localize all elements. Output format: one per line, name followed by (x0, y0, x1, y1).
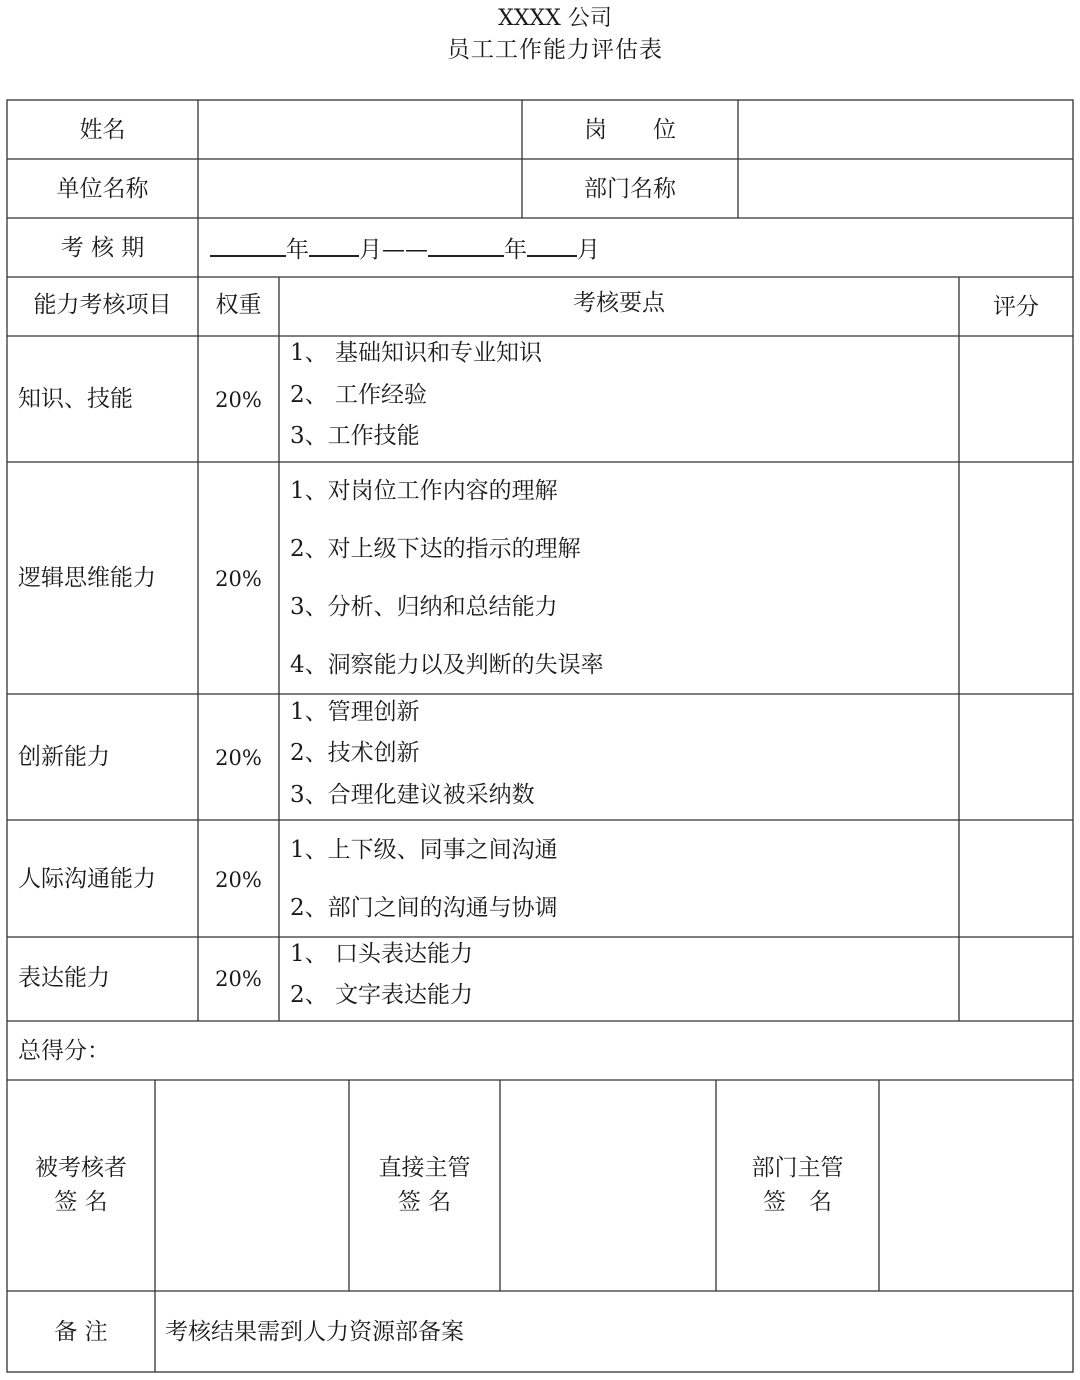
period-month-1: 月—— (359, 237, 428, 263)
row-2-weight: 20% (215, 567, 262, 591)
total-score-field[interactable] (120, 1022, 1070, 1079)
unit-label: 单位名称 (56, 176, 149, 202)
row-3-point-2: 2、技术创新 (290, 740, 420, 766)
row-4-point-2: 2、部门之间的沟通与协调 (290, 895, 558, 921)
name-label: 姓名 (79, 117, 126, 143)
reviewee-signature-field[interactable] (156, 1081, 348, 1290)
period-field[interactable] (210, 233, 600, 265)
reviewee-sign-label: 签 名 (54, 1189, 108, 1215)
row-4-item: 人际沟通能力 (18, 866, 156, 892)
row-3-weight: 20% (215, 746, 262, 770)
period-start-month-blank[interactable] (309, 233, 359, 257)
period-year-2: 年 (504, 237, 527, 263)
position-label: 岗 位 (584, 117, 676, 143)
row-5-weight: 20% (215, 967, 262, 991)
row-1-point-3: 3、工作技能 (290, 423, 420, 449)
direct-supervisor-sign-label: 签 名 (397, 1189, 452, 1215)
dept-manager-label: 部门主管 (751, 1155, 844, 1181)
reviewee-label: 被考核者 (35, 1155, 127, 1181)
row-5-item: 表达能力 (18, 965, 110, 991)
period-end-year-blank[interactable] (428, 233, 504, 257)
row-5-point-1: 1、 口头表达能力 (290, 941, 473, 967)
form-title: 员工工作能力评估表 (447, 37, 663, 63)
period-year-1: 年 (286, 237, 309, 263)
row-3-score[interactable] (960, 695, 1072, 819)
row-3-point-1: 1、管理创新 (290, 699, 420, 725)
row-4-weight: 20% (215, 868, 262, 892)
dept-manager-sign-label: 签 名 (763, 1189, 832, 1215)
col-header-points: 考核要点 (573, 290, 665, 316)
remarks-text: 考核结果需到人力资源部备案 (165, 1319, 464, 1345)
period-start-year-blank[interactable] (210, 233, 286, 257)
row-2-score[interactable] (960, 463, 1072, 693)
row-1-point-1: 1、 基础知识和专业知识 (290, 340, 542, 366)
direct-supervisor-label: 直接主管 (378, 1155, 471, 1181)
period-label: 考 核 期 (60, 235, 145, 261)
row-2-point-4: 4、洞察能力以及判断的失误率 (290, 652, 604, 678)
period-month-2: 月 (577, 237, 600, 263)
row-4-point-1: 1、上下级、同事之间沟通 (290, 837, 558, 863)
row-2-point-1: 1、对岗位工作内容的理解 (290, 478, 558, 504)
col-header-weight: 权重 (215, 292, 262, 318)
row-1-item: 知识、技能 (18, 386, 133, 412)
row-2-point-2: 2、对上级下达的指示的理解 (290, 536, 581, 562)
col-header-score: 评分 (993, 294, 1039, 320)
row-5-score[interactable] (960, 938, 1072, 1020)
remarks-label: 备 注 (54, 1319, 108, 1345)
dept-manager-signature-field[interactable] (880, 1081, 1072, 1290)
row-5-point-2: 2、 文字表达能力 (290, 982, 473, 1008)
row-1-point-2: 2、 工作经验 (290, 382, 427, 408)
company-name: XXXX 公司 (498, 6, 612, 31)
row-1-weight: 20% (215, 388, 262, 412)
row-1-score[interactable] (960, 337, 1072, 461)
dept-label: 部门名称 (584, 176, 676, 202)
position-field[interactable] (739, 101, 1072, 158)
row-2-item: 逻辑思维能力 (18, 565, 156, 591)
row-2-point-3: 3、分析、归纳和总结能力 (290, 594, 558, 620)
dept-field[interactable] (739, 160, 1072, 217)
direct-supervisor-signature-field[interactable] (501, 1081, 715, 1290)
row-4-score[interactable] (960, 821, 1072, 936)
unit-field[interactable] (199, 160, 521, 217)
total-score-label: 总得分： (18, 1038, 110, 1064)
name-field[interactable] (199, 101, 521, 158)
period-end-month-blank[interactable] (527, 233, 577, 257)
col-header-item: 能力考核项目 (33, 292, 172, 318)
row-3-item: 创新能力 (18, 744, 110, 770)
row-3-point-3: 3、合理化建议被采纳数 (290, 782, 535, 808)
